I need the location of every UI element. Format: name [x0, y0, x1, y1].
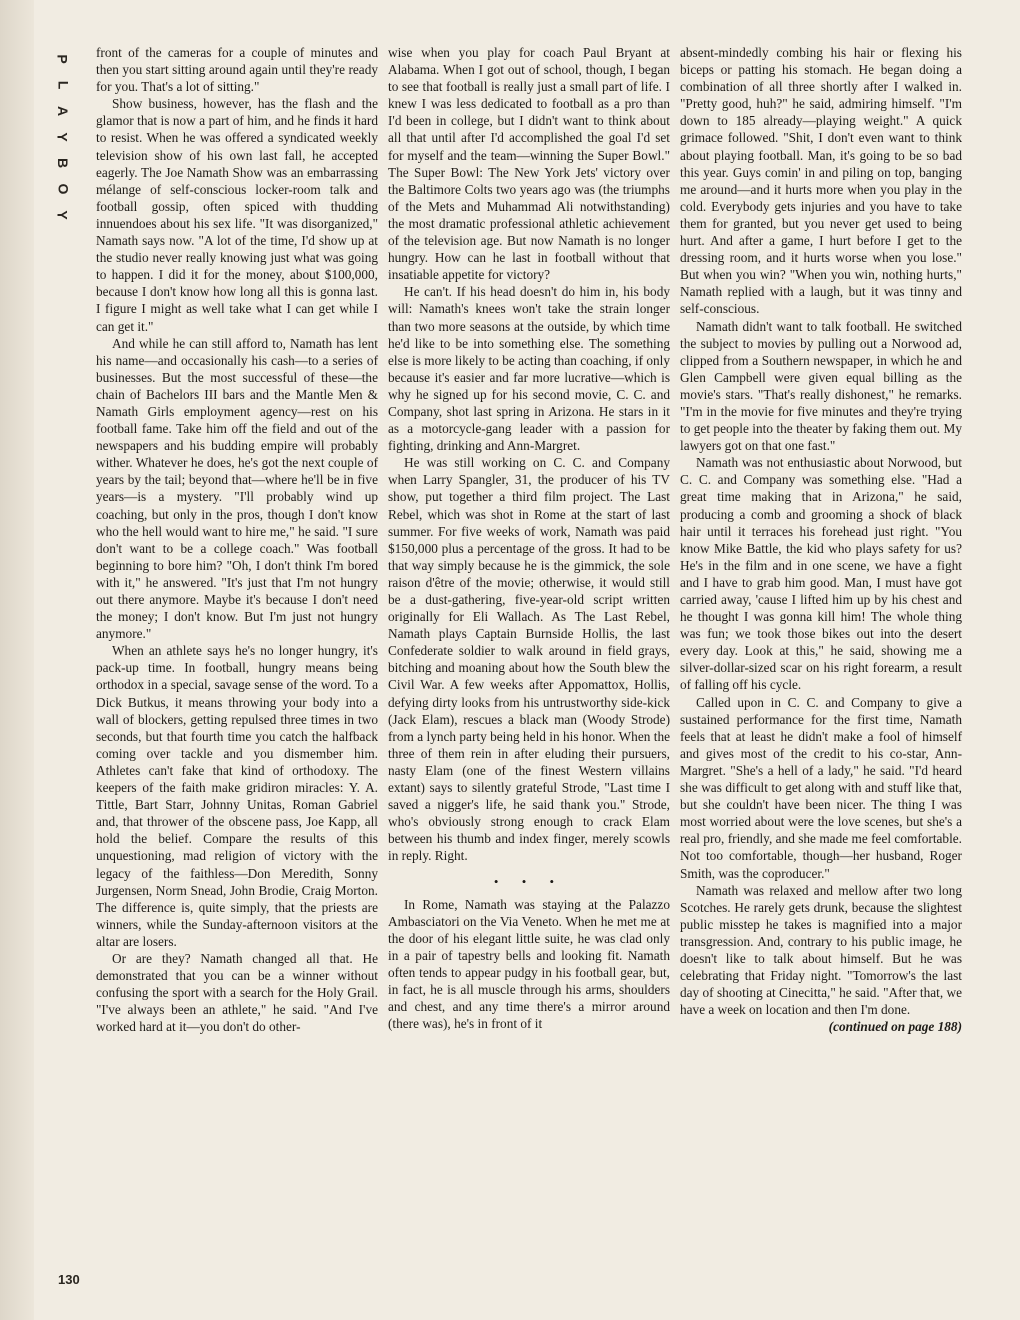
masthead-letter: Y: [55, 210, 71, 220]
masthead-letter: A: [55, 105, 71, 117]
paragraph: Namath didn't want to talk football. He switched the subject to movies by pulling out a Norwood ad, clipped from a Southern newspaper, in which he and Glen Campbell were given equal billing as the movie's stars. "That's really dishonest," he remarks. "I'm in the movie for five minutes and they're trying to get people into the theater by faking them out. My lawyers got on that one fast.": [680, 318, 962, 454]
masthead-letter: L: [55, 80, 71, 90]
masthead-vertical: [56, 46, 70, 228]
masthead-letter: P: [55, 54, 71, 64]
text-column-2: [388, 44, 670, 1032]
paragraph: front of the cameras for a couple of minutes and then you start sitting around again until they're ready for you. That's a lot of sitting.": [96, 45, 378, 95]
masthead-letter: B: [55, 157, 71, 169]
paragraph: And while he can still afford to, Namath has lent his name—and occasionally his cash—to a series of businesses. But the most successful of these—the chain of Bachelors III bars and the Mantle Men & Namath Girls employment agency—rest on his football fame. Take him off the field and out of the newspapers and his budding empire will probably wither. Whatever he does, he's got the next couple of years by the tail; beyond that—where he'll be in five years—is a mystery. "I'll probably wind up coaching, but only in the pros, though I don't know who the hell would want to hire me," he said. "I sure don't want to be a college coach." Was football beginning to bore him? "Oh, I don't think I'm bored with it," he answered. "It's just that I'm not hungry out there anymore. Maybe it's because I don't need the money; I don't know. But I'm just not hungry anymore.": [96, 335, 378, 642]
paragraph: absent-mindedly combing his hair or flexing his biceps or patting his stomach. He began doing a combination of all three shortly after I walked in. "Pretty good, huh?" he said, admiring himself. "I'm down to 185 already—playing weight." A quick grimace followed. "Shit, I don't even want to think about playing football. Man, it's going to be so bad this year. Guys comin' in and piling on top, banging me around—and it hurts more when you play in the cold. Everybody gets injuries and you have to take them for granted, but you never get used to being hurt. And after a game, I hurt before I get to the dressing room, and it hurts worse when you lose." But when you win? "When you win, nothing hurts," Namath replied with a laugh, but it was tinny and self-conscious.: [680, 45, 962, 317]
text-column-1: [96, 44, 378, 1035]
paragraph: Or are they? Namath changed all that. He demonstrated that you can be a winner without confusing the sport with a search for the Holy Grail. "I've always been an athlete," he said. "And I've worked hard at it—you don't do other-: [96, 950, 378, 1035]
paragraph: When an athlete says he's no longer hungry, it's pack-up time. In football, hungry means being orthodox in a special, savage sense of the word. To a Dick Butkus, it means throwing your body into a wall of blockers, getting repulsed three times in two seconds, but that fourth time you catch the halfback coming over tackle and you dismember him. Athletes can't fake that kind of orthodoxy. The keepers of the faith make gridiron miracles: Y. A. Tittle, Bart Starr, Johnny Unitas, Roman Gabriel and, that thrower of the obscene pass, Joe Kapp, all hold the belief. Compare the results of this unquestioning, mad religion of victory with the legacy of the faithless—Don Meredith, Sonny Jurgensen, Norm Snead, John Brodie, Craig Morton. The difference is, quite simply, that the priests are winners, while the Sunday-afternoon visitors at the altar are losers.: [96, 643, 378, 949]
paragraph: Called upon in C. C. and Company to give a sustained performance for the first time, Namath feels that at least he didn't make a fool of himself and gives most of the credit to his co-star, Ann-Margret. "She's a hell of a lady," he said. "I'd heard she was difficult to get along with and stuff like that, but she couldn't have been nicer. The thing I was most worried about were the love scenes, but she's a real pro, friendly, and she made me feel comfortable. Not too comfortable, though—her husband, Roger Smith, was the coproducer.": [680, 694, 962, 881]
paragraph: He can't. If his head doesn't do him in, his body will: Namath's knees won't take the strain longer than two more seasons at the outside, by which time he'd like to be into something else. The something else is more likely to be acting than coaching, if only because it's easier and far more lucrative—which is why he signed up for his second movie, C. C. and Company, shot last spring in Arizona. He stars in it as a motorcycle-gang leader with a passion for fighting, drinking and Ann-Margret.: [388, 284, 670, 454]
masthead-letter: O: [54, 183, 71, 195]
paragraph: Namath was relaxed and mellow after two long Scotches. He rarely gets drunk, because the slightest public misstep he takes is magnified into a major transgression. And, contrary to his public image, he doesn't like to talk about himself. But he was celebrating that Friday night. "Tomorrow's the last day of shooting at Cinecitta," he said. "After that, we have a week on location and then I'm done.: [680, 882, 962, 1018]
text-column-3: [680, 44, 962, 1035]
masthead-letter: Y: [55, 132, 71, 142]
paragraph: He was still working on C. C. and Company when Larry Spangler, 31, the producer of his TV show, put together a third film project. The Last Rebel, which was shot in Rome at the start of last summer. For five weeks of work, Namath was paid $150,000 plus a percentage of the gross. It had to be that way simply because he is the gimmick, the sole raison d'être of the movie; otherwise, it would still be a dust-gathering, five-year-old script written originally for Eli Wallach. As The Last Rebel, Namath plays Captain Burnside Hollis, the last Confederate soldier to walk around in field grays, bitching and moaning about how the South blew the Civil War. A few weeks after Appomattox, Hollis, defying dirty looks from his untrustworthy side-kick (Jack Elam), rescues a black man (Woody Strode) from a lynch party being held in his honor. When the three of them rein in after eluding their pursuers, nasty Elam (one of the finest Western villains extant) says to silently grateful Strode, "Last time I saved a nigger's life, he said thank you." Strode, who's obviously strong enough to crack Elam between his thumb and index finger, merely scowls in reply. Right.: [388, 455, 670, 864]
page-number: 130: [58, 1272, 80, 1287]
section-separator: • • •: [493, 873, 565, 889]
paragraph: wise when you play for coach Paul Bryant at Alabama. When I got out of school, though, I began to see that football is really just a small part of life. I knew I was less dedicated to football as a pro than I'd been in college, but I didn't want to think about all that until after I'd accomplished the goal I'd set for myself and the team—winning the Super Bowl." The Super Bowl: The New York Jets' victory over the Baltimore Colts two years ago was (the triumphs of the Mets and Muhammad Ali notwithstanding) the most dramatic professional athletic achievement of the television age. But now Namath is no longer hungry. How can he last in football without that insatiable appetite for victory?: [388, 45, 670, 283]
paragraph: In Rome, Namath was staying at the Palazzo Ambasciatori on the Via Veneto. When he met me at the door of his elegant little suite, he was clad only in a pair of tapestry bells and looking fit. Namath often tends to appear pudgy in his football gear, but, in fact, he is all muscle through his arms, shoulders and chest, and any time there's a mirror around (there was), he's in front of it: [388, 896, 670, 1032]
continued-note: (continued on page 188): [828, 1019, 962, 1035]
paragraph: Namath was not enthusiastic about Norwood, but C. C. and Company was something else. "Had a great time making that in Arizona," he said, producing a comb and grooming a shock of black hair until it terraces his forehead just right. "You know Mike Battle, the kid who plays safety for us? He's in the film and in one scene, we have a fight and I have to grab him good. Man, I must have got carried away, 'cause I lifted him up by his chest and he thought I was gonna kill him! The whole thing was fun; we took those bikes out into the desert every day. Look at this," he said, showing me a silver-dollar-sized scar on his right forearm, a result of falling off his cycle.: [680, 455, 962, 693]
paragraph: Show business, however, has the flash and the glamor that is now a part of him, and he finds it hard to resist. When he was offered a syndicated weekly television show of his own last fall, he accepted eagerly. The Joe Namath Show was an embarrassing mélange of self-conscious locker-room talk and football gossip, often spiced with thudding innuendoes about his sex life. "It was disorganized," Namath says now. "A lot of the time, I'd show up at the studio never really knowing just what was going to happen. I did it for the money, about $100,000, because I don't know how long all this is gonna last. I figure I might as well take what I can get while I can get it.": [96, 96, 378, 334]
scan-edge: [0, 0, 34, 1320]
